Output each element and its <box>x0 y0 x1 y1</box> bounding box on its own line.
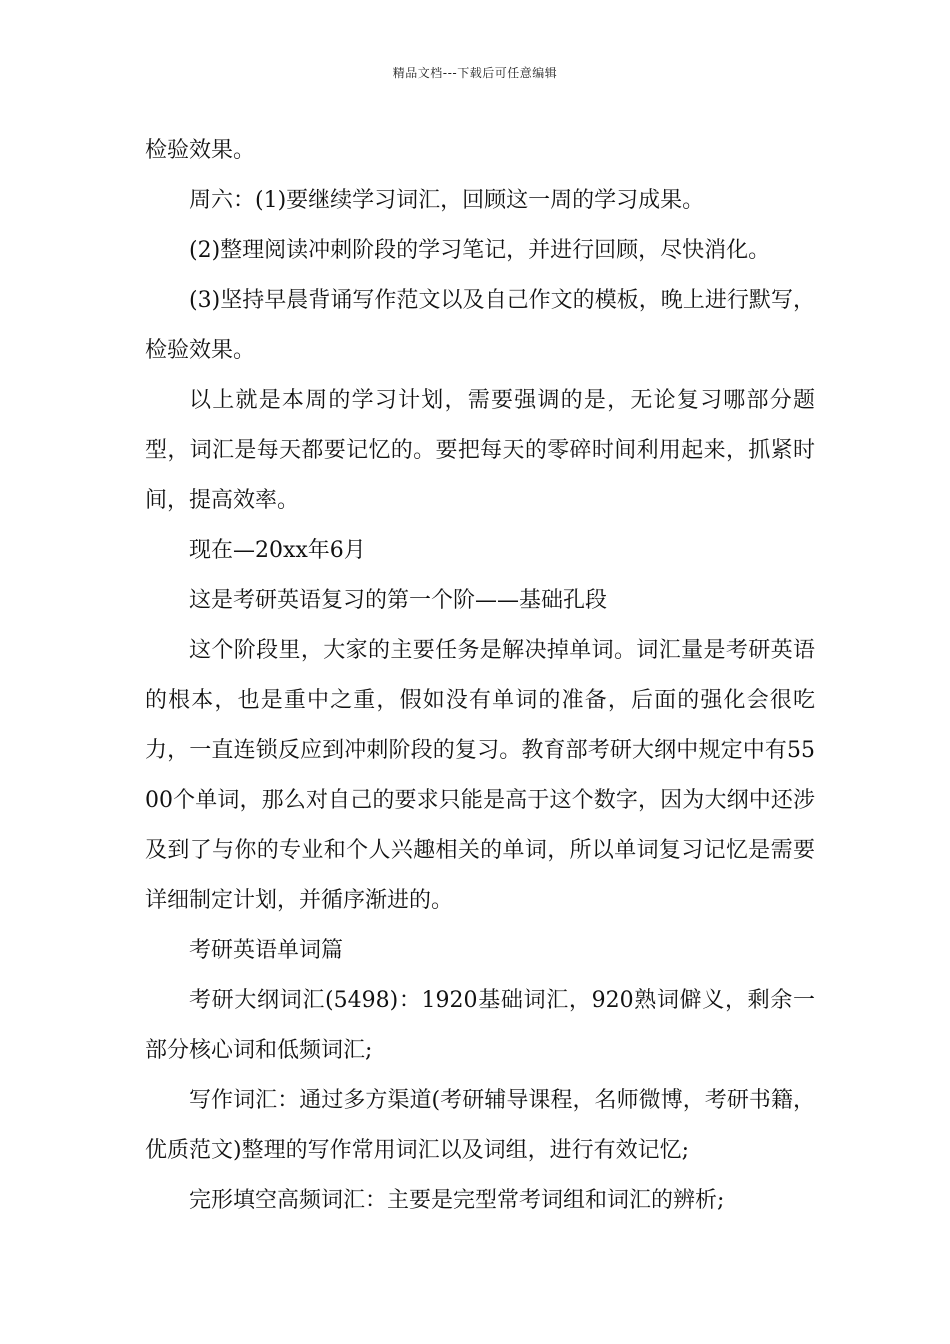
document-body <box>145 126 815 1226</box>
paragraph-cloze-vocab: 完形填空高频词汇：主要是完型常考词组和词汇的辨析; <box>189 1188 725 1213</box>
paragraph-saturday: 周六：(1)要继续学习词汇，回顾这一周的学习成果。 <box>189 188 705 213</box>
paragraph-syllabus-vocab: 考研大纲词汇(5498)：1920基础词汇，920熟词僻义，剩余一部分核心词和低频词汇; <box>145 988 815 1063</box>
paragraph-date: 现在—20xx年6月 <box>189 538 366 563</box>
paragraph-item-2: (2)整理阅读冲刺阶段的学习笔记，并进行回顾，尽快消化。 <box>189 238 771 263</box>
page-header: 精品文档---下载后可任意编辑 <box>392 66 558 80</box>
paragraph-continuation: 检验效果。 <box>145 138 256 163</box>
paragraph-summary: 以上就是本周的学习计划，需要强调的是，无论复习哪部分题型，词汇是每天都要记忆的。要把每天的零碎时间利用起来，抓紧时间，提高效率。 <box>145 388 815 513</box>
paragraph-stage-detail: 这个阶段里，大家的主要任务是解决掉单词。词汇量是考研英语的根本，也是重中之重，假如没有单词的准备，后面的强化会很吃力，一直连锁反应到冲刺阶段的复习。教育部考研大纲中规定中有5500个单词，那么对自己的要求只能是高于这个数字，因为大纲中还涉及到了与你的专业和个人兴趣相关的单词，所以单词复习记忆是需要详细制定计划，并循序渐进的。 <box>145 638 815 913</box>
section-heading-vocabulary: 考研英语单词篇 <box>189 938 344 963</box>
paragraph-item-3: (3)坚持早晨背诵写作范文以及自己作文的模板，晚上进行默写，检验效果。 <box>145 288 815 363</box>
paragraph-stage: 这是考研英语复习的第一个阶——基础孔段 <box>189 588 608 613</box>
paragraph-writing-vocab: 写作词汇：通过多方渠道(考研辅导课程，名师微博，考研书籍，优质范文)整理的写作常用词汇以及词组，进行有效记忆; <box>145 1088 815 1163</box>
